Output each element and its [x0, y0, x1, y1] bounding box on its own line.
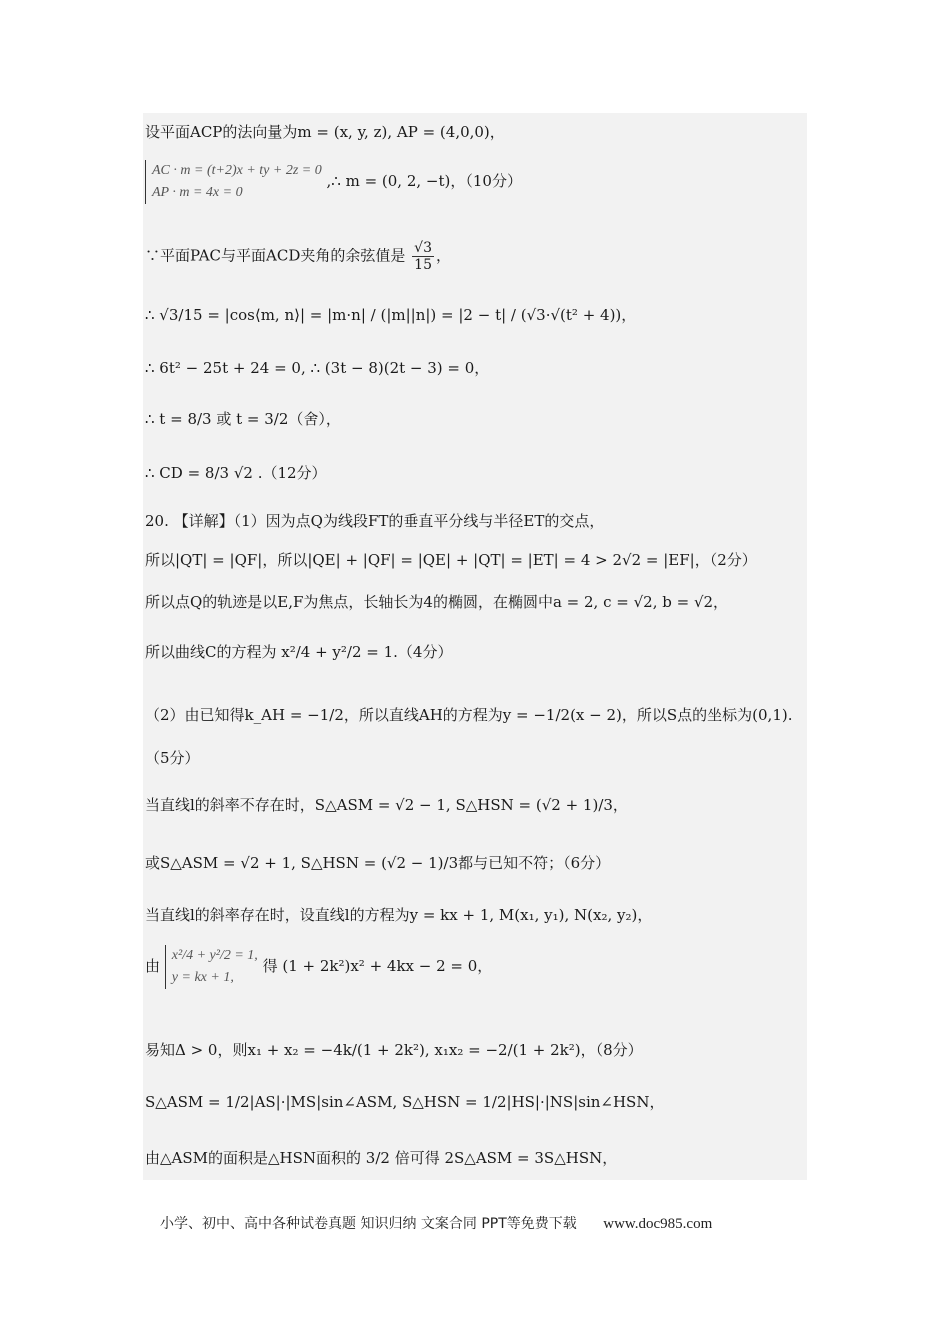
line-cos-equation: ∴ √3/15 = |cos⟨m, n⟩| = |m·n| / (|m||n|) = |2 − t| / (√3·√(t² + 4))， [145, 306, 637, 324]
you-text: 由 [145, 957, 161, 975]
system-eq-1: AC · m = (t+2)x + ty + 2z = 0 [152, 163, 322, 178]
line-slope-undefined: 当直线l的斜率不存在时，S△ASM = √2 − 1, S△HSN = (√2 + 1)/3， [145, 796, 628, 814]
numerator: √3 [414, 240, 432, 256]
resulting-quadratic: 得 (1 + 2k²)x² + 4kx − 2 = 0， [262, 957, 493, 975]
brace-system-ellipse-line [165, 945, 258, 989]
line-problem20-intro: 20. 【详解】（1）因为点Q为线段FT的垂直平分线与半径ET的交点， [145, 512, 605, 530]
line-slope-exists: 当直线l的斜率存在时，设直线l的方程为y = kx + 1, M(x₁, y₁), N(x₂, y₂)， [145, 906, 653, 924]
line-qt-qf: 所以|QT| = |QF|，所以|QE| + |QF| = |QE| + |QT| = |ET| = 4 > 2√2 = |EF|，（2分） [145, 551, 757, 569]
denominator: 15 [414, 257, 432, 273]
line-vieta: 易知Δ > 0，则x₁ + x₂ = −4k/(1 + 2k²), x₁x₂ = −2/(1 + 2k²)，（8分） [145, 1041, 643, 1059]
cosine-text: ∵平面PAC与平面ACD夹角的余弦值是 [145, 246, 406, 265]
line-quadratic: ∴ 6t² − 25t + 24 = 0, ∴ (3t − 8)(2t − 3) = 0， [145, 359, 490, 377]
line-ellipse-params: 所以点Q的轨迹是以E,F为焦点，长轴长为4的椭圆，在椭圆中a = 2, c = √2, b = √2， [145, 593, 729, 611]
system-eq-2: AP · m = 4x = 0 [152, 185, 243, 200]
line-normal-vector-acp: 设平面ACP的法向量为m = (x, y, z), AP = (4,0,0)， [145, 123, 505, 141]
footer-text: 小学、初中、高中各种试卷真题 知识归纳 文案合同 PPT等免费下载 [160, 1216, 577, 1232]
line-substitution-system [145, 945, 492, 989]
line-cd-result: ∴ CD = 8/3 √2 .（12分） [145, 464, 327, 482]
brace-system [145, 160, 322, 204]
system-line: y = kx + 1, [171, 970, 234, 985]
line-or-case: 或S△ASM = √2 + 1, S△HSN = (√2 − 1)/3都与已知不符；（6分） [145, 854, 611, 872]
line-area-ratio: 由△ASM的面积是△HSN面积的 3/2 倍可得 2S△ASM = 3S△HSN， [145, 1149, 618, 1167]
line-part2-slope: （2）由已知得k_AH = −1/2，所以直线AH的方程为y = −1/2(x − 2)，所以S点的坐标为(0,1). [145, 706, 793, 724]
footer-url[interactable]: www.doc985.com [603, 1216, 713, 1232]
system-ellipse: x²/4 + y²/2 = 1, [171, 948, 258, 963]
line-area-formulas: S△ASM = 1/2|AS|·|MS|sin∠ASM, S△HSN = 1/2|HS|·|NS|sin∠HSN， [145, 1093, 665, 1111]
page-footer [160, 1213, 712, 1233]
equation-system-acp [145, 160, 522, 204]
system-result: ,∴ m = (0, 2, −t)，（10分） [326, 172, 522, 190]
line-cosine-condition: ∵平面PAC与平面ACD夹角的余弦值是 $\frac{√3}{15}$ ， [145, 240, 451, 273]
fraction-sqrt3-15 [412, 240, 434, 273]
line-5-points: （5分） [145, 749, 200, 767]
line-t-values: ∴ t = 8/3 或 t = 3/2（舍）， [145, 410, 341, 428]
line-curve-equation: 所以曲线C的方程为 x²/4 + y²/2 = 1.（4分） [145, 643, 453, 661]
